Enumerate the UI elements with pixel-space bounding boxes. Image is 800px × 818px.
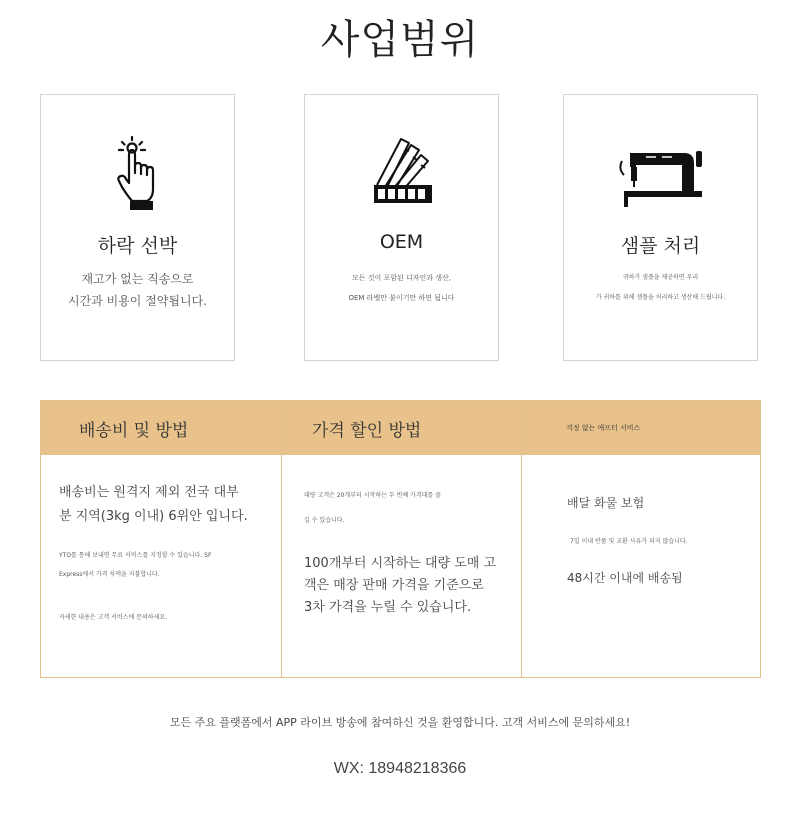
card-title: OEM [379,231,424,253]
card-description: 모든 것이 포함된 디자인과 생산, OEM 라벨만 붙이기만 하면 됩니다 [348,274,455,302]
info-panel [40,400,761,678]
page-title: 사업범위 [320,17,480,63]
wechat-contact: WX: 18948218366 [333,760,467,777]
card-description: 재고가 없는 직송으로 시간과 비용이 절약됩니다. [68,272,207,308]
discount-column [281,401,522,677]
service-card-drop-shipping [40,94,235,361]
card-title: 샘플 처리 [620,235,701,257]
color-swatch-icon [305,135,498,215]
column-body: 대량 고객은 20개부터 시작하는 두 번째 가격대를 즐 길 수 있습니다. 100개부터 시작하는 대량 도매 고 객은 매장 판매 가격을 기준으로 3차 가격을 누릴 수 있습니다. [304,492,497,615]
column-heading: 가격 할인 방법 [312,420,422,441]
column-body: 배송비는 원격지 제외 전국 대부 분 지역(3kg 이내) 6위안 입니다. YTO를 통해 보내면 무료 서비스를 지정할 수 있습니다. SF Express에서 가격 차액을 지불합니다. 자세한 내용은 고객 서비스에 문의하세요. [59,485,248,621]
service-card-oem [304,94,499,361]
card-title: 하락 선박 [97,235,178,257]
column-body: 배달 화물 보험 7일 이내 반품 및 교환 사유가 되지 않습니다. 48시간 이내에 배송됨 [567,496,688,585]
after-service-column [521,401,761,677]
footer-note: 모든 주요 플랫폼에서 APP 라이브 방송에 참여하신 것을 환영합니다. 고객 서비스에 문의하세요! [169,716,631,729]
column-heading: 배송비 및 방법 [79,420,189,441]
sewing-machine-icon [564,135,757,215]
shipping-column [41,401,281,677]
hand-pointer-icon [41,135,234,215]
card-description: 귀하가 샘플을 제공하면 우리 가 귀하를 위해 샘플을 처리하고 생산해 드립니다. [595,274,726,301]
column-heading: 걱정 없는 애프터 서비스 [566,424,641,432]
service-card-sample [563,94,758,361]
